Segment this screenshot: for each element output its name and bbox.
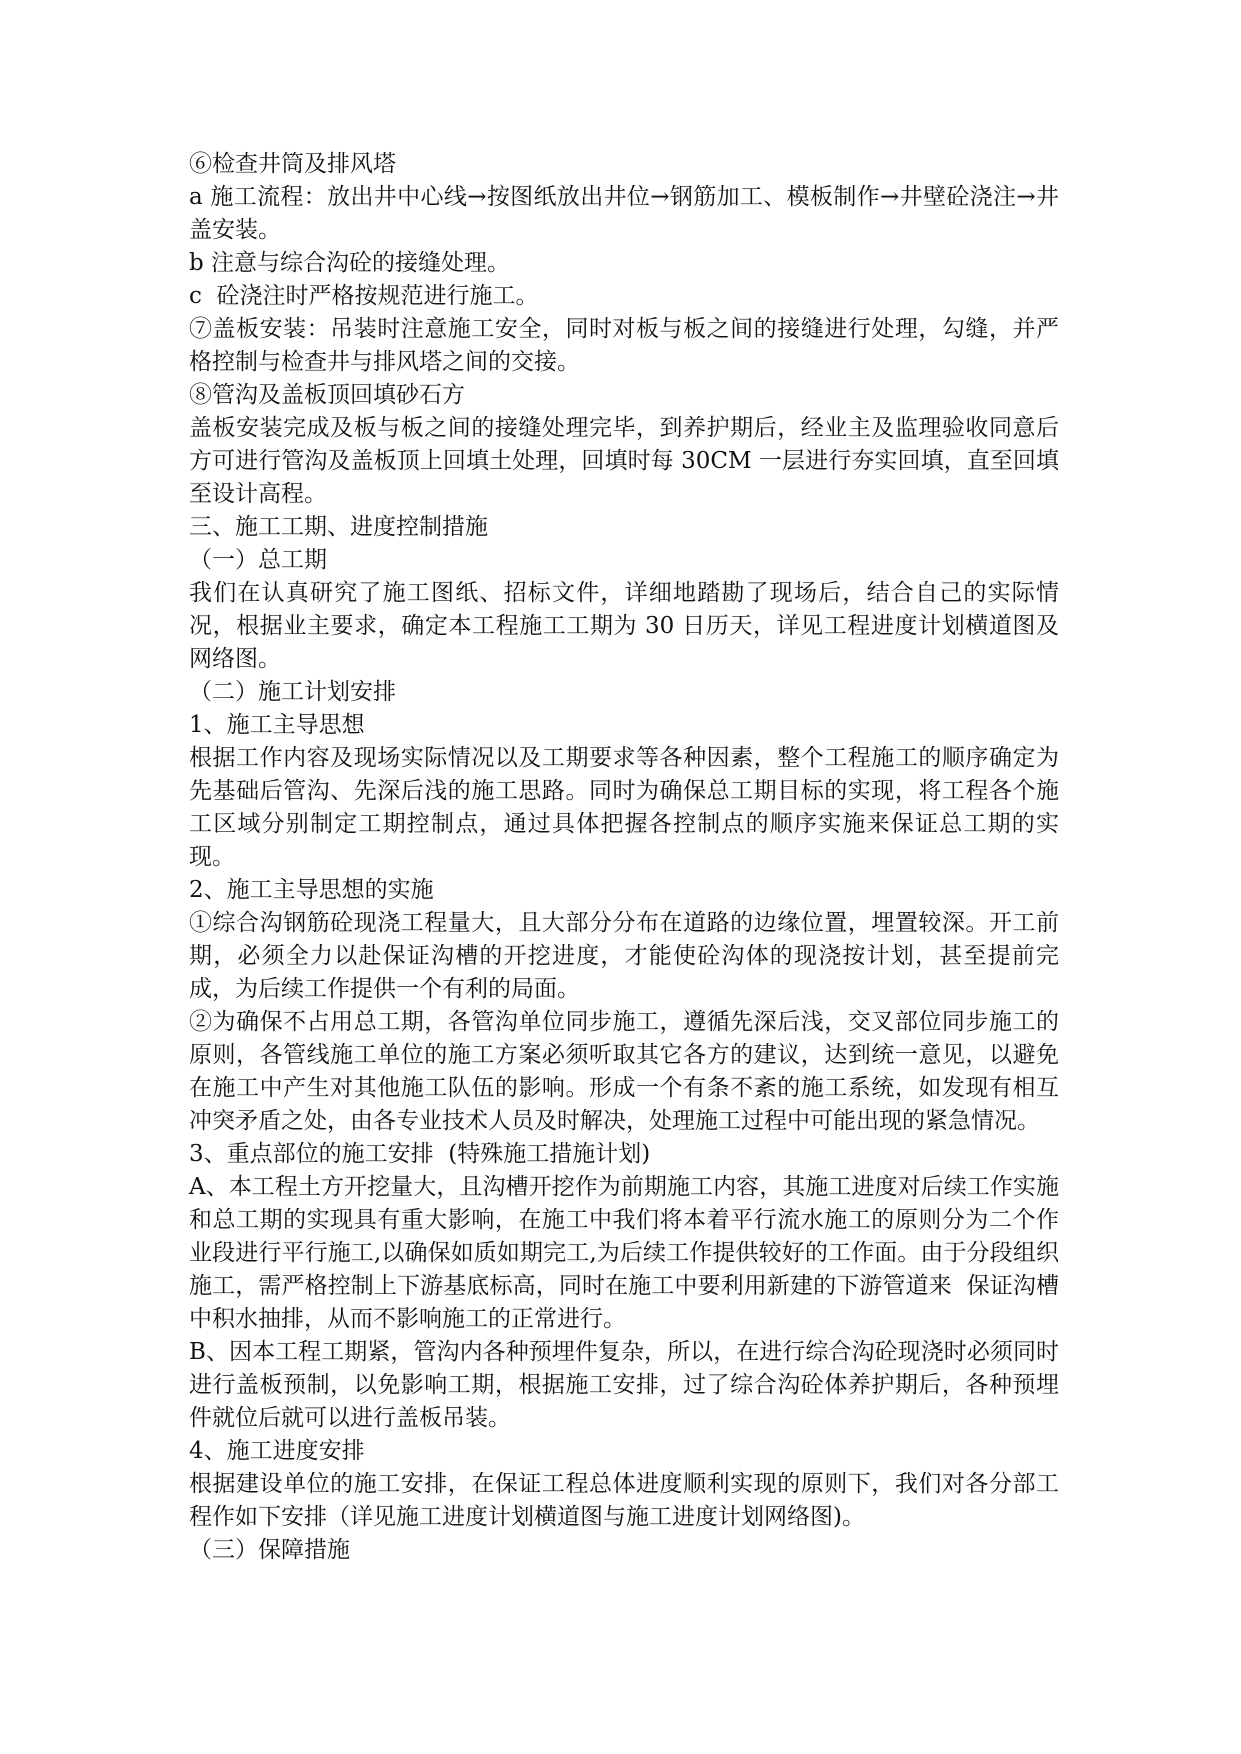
item-heading: 1、施工主导思想 <box>189 712 365 738</box>
subsection-heading: （二）施工计划安排 <box>189 679 396 705</box>
item-heading: 3、重点部位的施工安排 (特殊施工措施计划) <box>189 1141 651 1167</box>
paragraph: 根据建设单位的施工安排，在保证工程总体进度顺利实现的原则下，我们对各分部工程作如下安排（详见施工进度计划横道图与施工进度计划网络图)。 <box>189 1471 1059 1530</box>
paragraph: 我们在认真研究了施工图纸、招标文件，详细地踏勘了现场后，结合自己的实际情况，根据业主要求，确定本工程施工工期为 30 日历天，详见工程进度计划横道图及网络图。 <box>189 580 1059 672</box>
paragraph: A、本工程土方开挖量大，且沟槽开挖作为前期施工内容，其施工进度对后续工作实施和总工期的实现具有重大影响，在施工中我们将本着平行流水施工的原则分为二个作业段进行平行施工,以确保如质如期完工,为后续工作提供较好的工作面。由于分段组织施工，需严格控制上下游基底标高，同时在施工中要利用新建的下游管道来 保证沟槽中积水抽排，从而不影响施工的正常进行。 <box>189 1174 1059 1332</box>
paragraph: 根据工作内容及现场实际情况以及工期要求等各种因素，整个工程施工的顺序确定为先基础后管沟、先深后浅的施工思路。同时为确保总工期目标的实现，将工程各个施工区域分别制定工期控制点，通过具体把握各控制点的顺序实施来保证总工期的实现。 <box>189 745 1059 870</box>
paragraph: 盖板安装完成及板与板之间的接缝处理完毕，到养护期后，经业主及监理验收同意后方可进行管沟及盖板顶上回填土处理，回填时每 30CM 一层进行夯实回填，直至回填至设计高程。 <box>189 415 1059 507</box>
paragraph: B、因本工程工期紧，管沟内各种预埋件复杂，所以，在进行综合沟砼现浇时必须同时进行盖板预制，以免影响工期，根据施工安排，过了综合沟砼体养护期后，各种预埋件就位后就可以进行盖板吊装。 <box>189 1339 1059 1431</box>
section-heading: 三、施工工期、进度控制措施 <box>189 514 488 540</box>
item-heading: 4、施工进度安排 <box>189 1438 365 1464</box>
paragraph: ①综合沟钢筋砼现浇工程量大，且大部分分布在道路的边缘位置，埋置较深。开工前期，必须全力以赴保证沟槽的开挖进度，才能使砼沟体的现浇按计划，甚至提前完成，为后续工作提供一个有利的局面。 <box>189 910 1059 1002</box>
subsection-heading: ⑥检查井筒及排风塔 <box>189 151 396 177</box>
paragraph: ⑦盖板安装：吊装时注意施工安全，同时对板与板之间的接缝进行处理，勾缝，并严格控制与检查井与排风塔之间的交接。 <box>189 316 1059 375</box>
subsection-heading: ⑧管沟及盖板顶回填砂石方 <box>189 382 465 408</box>
paragraph: ②为确保不占用总工期，各管沟单位同步施工，遵循先深后浅，交叉部位同步施工的原则，各管线施工单位的施工方案必须听取其它各方的建议，达到统一意见，以避免在施工中产生对其他施工队伍的影响。形成一个有条不紊的施工系统，如发现有相互冲突矛盾之处，由各专业技术人员及时解决，处理施工过程中可能出现的紧急情况。 <box>189 1009 1059 1134</box>
paragraph: a 施工流程：放出井中心线→按图纸放出井位→钢筋加工、模板制作→井壁砼浇注→井盖安装。 <box>189 184 1059 243</box>
item-heading: 2、施工主导思想的实施 <box>189 877 434 903</box>
subsection-heading: （三）保障措施 <box>189 1537 350 1563</box>
paragraph: c 砼浇注时严格按规范进行施工。 <box>189 283 539 309</box>
document-page <box>189 148 1059 1567</box>
subsection-heading: （一）总工期 <box>189 547 327 573</box>
paragraph: b 注意与综合沟砼的接缝处理。 <box>189 250 511 276</box>
